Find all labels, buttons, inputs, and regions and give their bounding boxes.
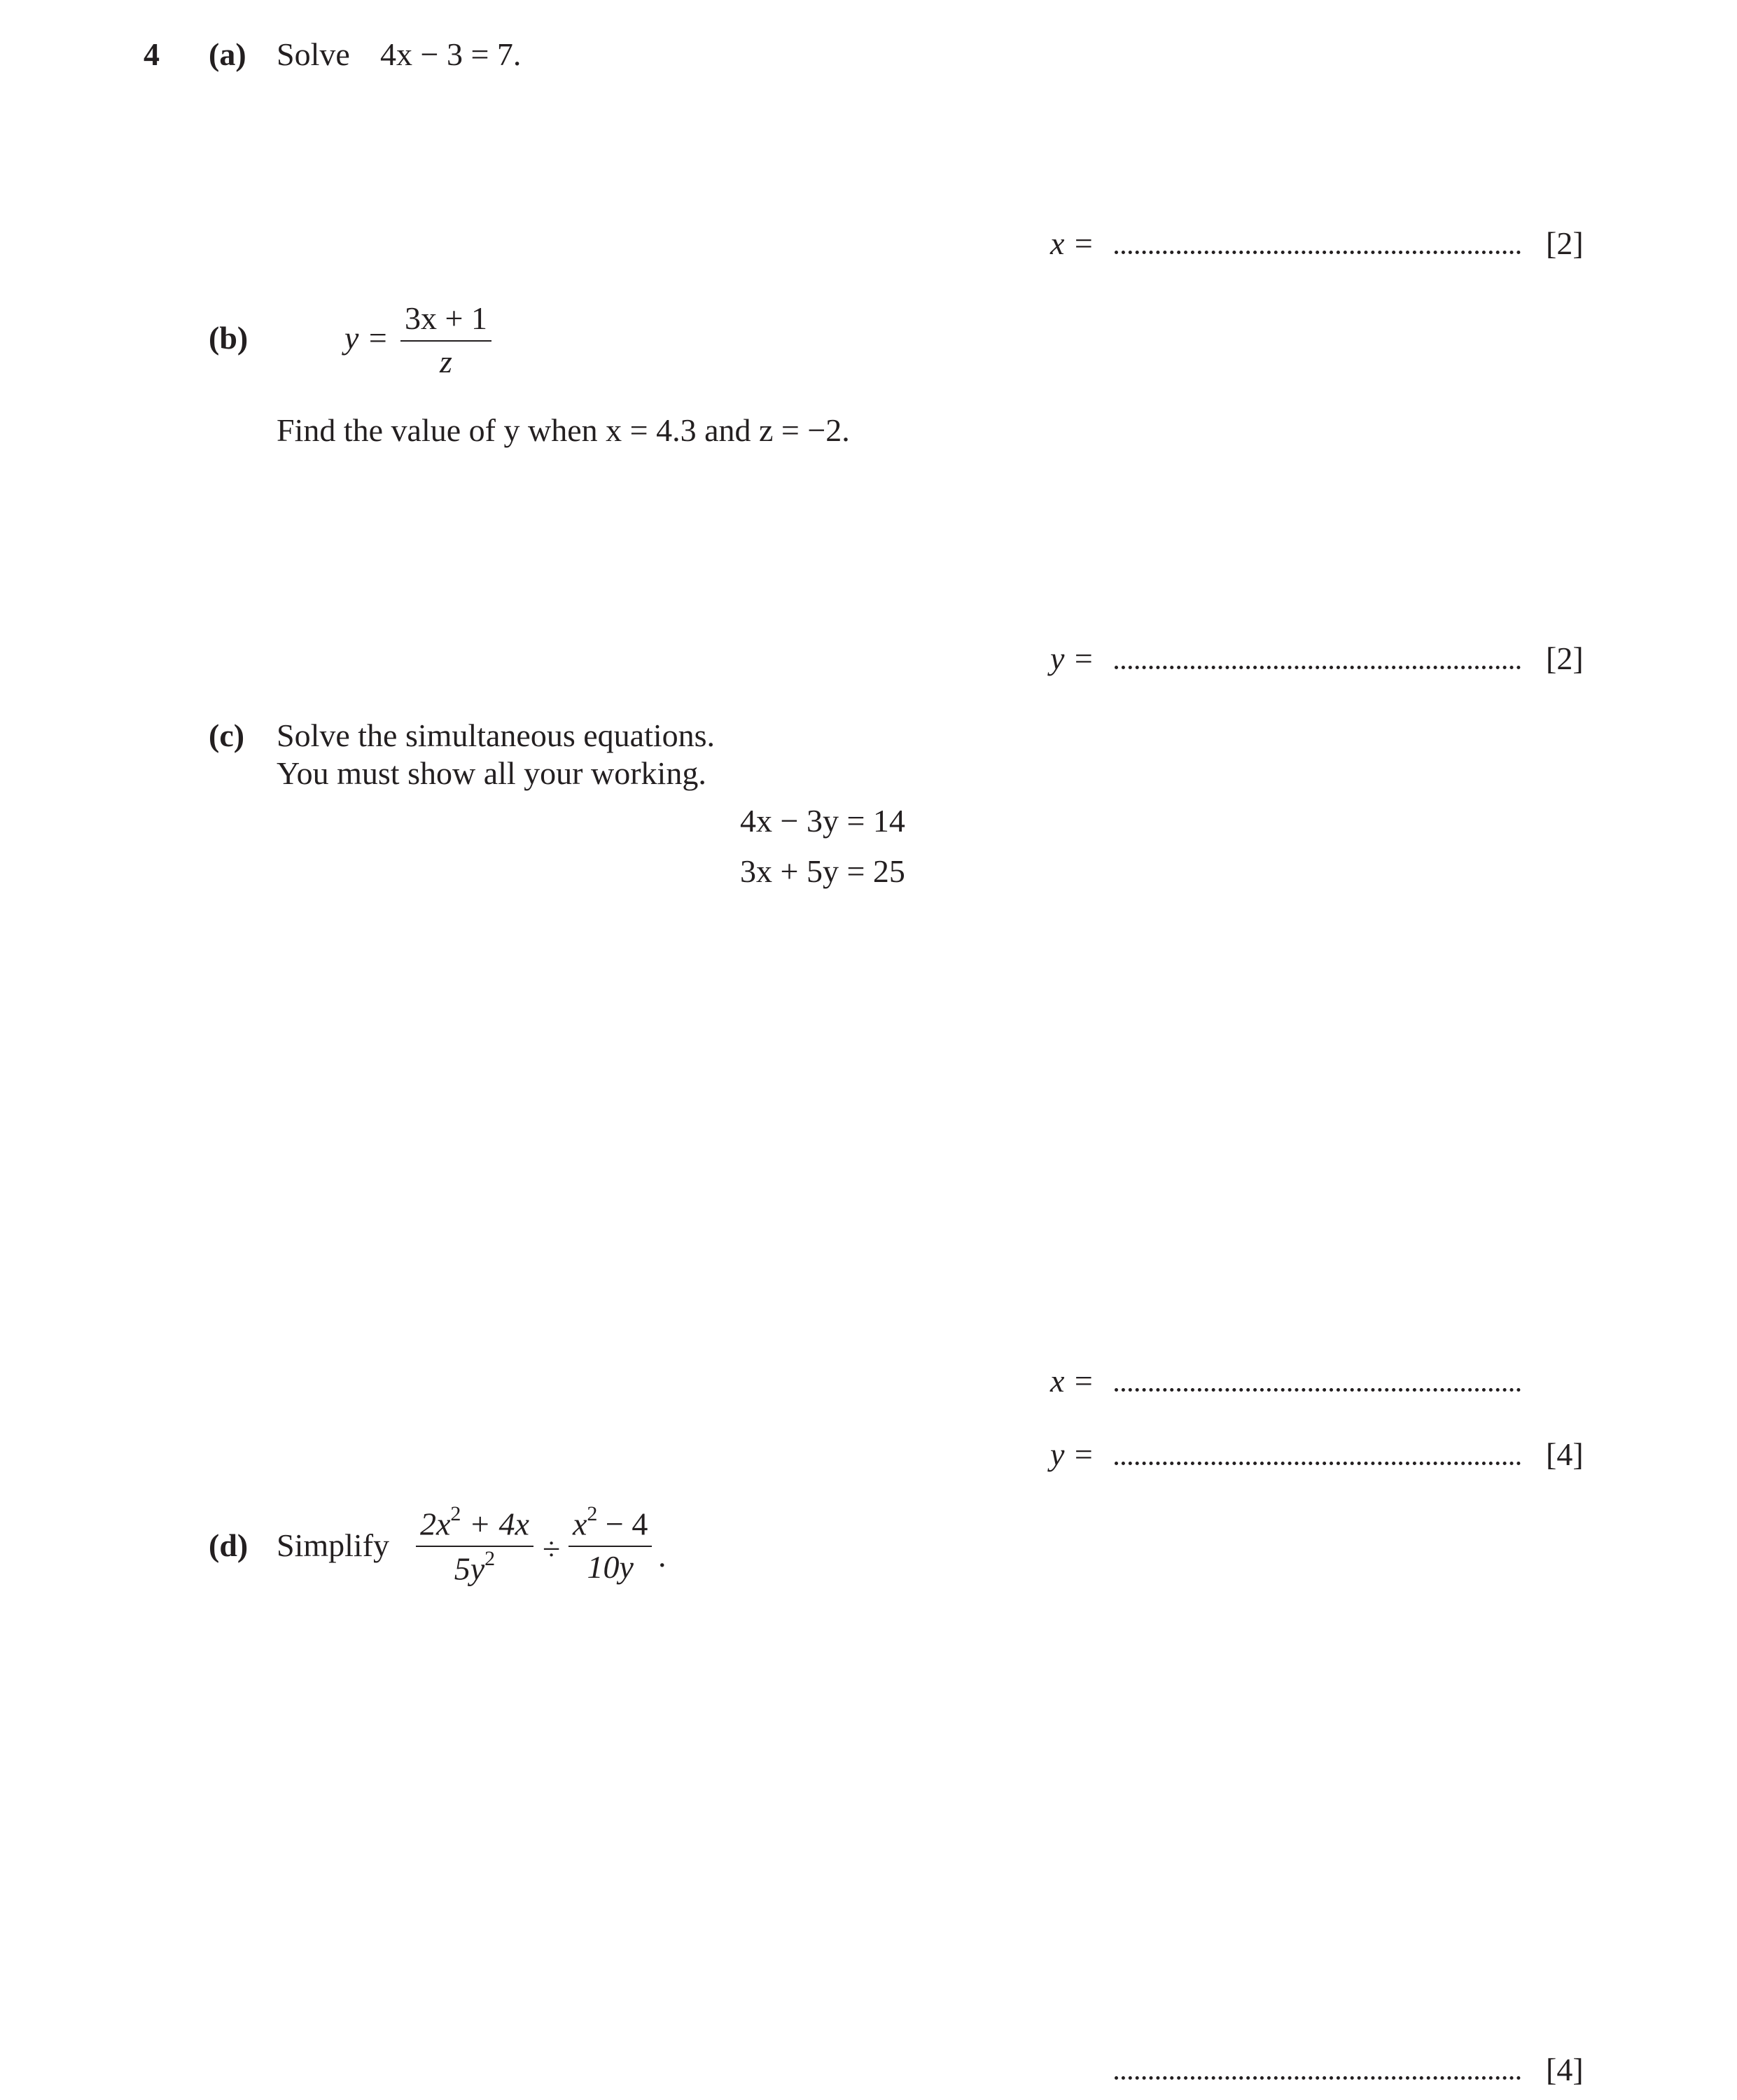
part-b-denominator: z bbox=[440, 344, 452, 379]
part-d-end-punct: . bbox=[658, 1538, 667, 1574]
part-d-answer-line[interactable] bbox=[1115, 2076, 1521, 2080]
part-d-fraction-2-numerator bbox=[568, 1502, 652, 1546]
part-c-label: (c) bbox=[209, 718, 245, 753]
part-d-fraction-1 bbox=[416, 1502, 533, 1587]
part-c-answer-label-y: y = bbox=[1050, 1436, 1094, 1472]
part-c-answer-line-y[interactable] bbox=[1115, 1462, 1521, 1465]
part-b-label: (b) bbox=[209, 320, 249, 356]
part-c-instruction-line1: Solve the simultaneous equations. bbox=[277, 718, 716, 753]
part-c-marks: [4] bbox=[1546, 1436, 1584, 1472]
question-number: 4 bbox=[144, 36, 160, 72]
part-c-answer-line-x[interactable] bbox=[1115, 1388, 1521, 1392]
part-a-label: (a) bbox=[209, 36, 246, 72]
part-d-fraction-1-denominator bbox=[450, 1547, 499, 1585]
part-d-f2-num-exp: 2 bbox=[587, 1502, 598, 1525]
part-a-instruction: Solve bbox=[277, 36, 350, 72]
part-d-f2-num-b: − 4 bbox=[597, 1506, 648, 1542]
part-c-equation-1: 4x − 3y = 14 bbox=[740, 803, 905, 839]
part-d-fraction-2 bbox=[568, 1502, 652, 1586]
part-d-f1-den-a: 5y bbox=[454, 1550, 485, 1587]
part-a-marks: [2] bbox=[1546, 225, 1584, 261]
part-d-operator: ÷ bbox=[543, 1531, 561, 1567]
part-a-answer-label: x = bbox=[1050, 225, 1094, 261]
part-a-equation: 4x − 3 = 7. bbox=[380, 36, 522, 72]
part-d-f1-num-exp: 2 bbox=[450, 1502, 461, 1525]
part-c-instruction-line2: You must show all your working. bbox=[277, 755, 706, 791]
part-d-marks: [4] bbox=[1546, 2052, 1584, 2087]
part-b-instruction: Find the value of y when x = 4.3 and z = −2. bbox=[277, 412, 850, 448]
part-b-numerator: 3x + 1 bbox=[405, 300, 487, 336]
part-b-fraction bbox=[400, 302, 491, 378]
part-d-fraction-1-numerator bbox=[416, 1502, 533, 1546]
part-d-f1-num-a: 2x bbox=[420, 1506, 451, 1542]
part-b-formula-lhs: y = bbox=[344, 320, 389, 356]
part-d-label: (d) bbox=[209, 1527, 249, 1563]
part-c-equation-2: 3x + 5y = 25 bbox=[740, 853, 905, 889]
part-b-answer-line[interactable] bbox=[1115, 666, 1521, 669]
part-d-f2-num-a: x bbox=[573, 1506, 587, 1542]
part-b-answer-label: y = bbox=[1050, 640, 1094, 676]
part-d-instruction: Simplify bbox=[277, 1527, 390, 1563]
part-c-answer-label-x: x = bbox=[1050, 1363, 1094, 1399]
part-a-answer-line[interactable] bbox=[1115, 251, 1521, 254]
part-d-f1-den-exp: 2 bbox=[484, 1547, 496, 1571]
part-d-f1-num-b: + 4x bbox=[461, 1506, 529, 1542]
part-b-marks: [2] bbox=[1546, 640, 1584, 676]
part-d-fraction-2-denominator: 10y bbox=[587, 1549, 634, 1586]
